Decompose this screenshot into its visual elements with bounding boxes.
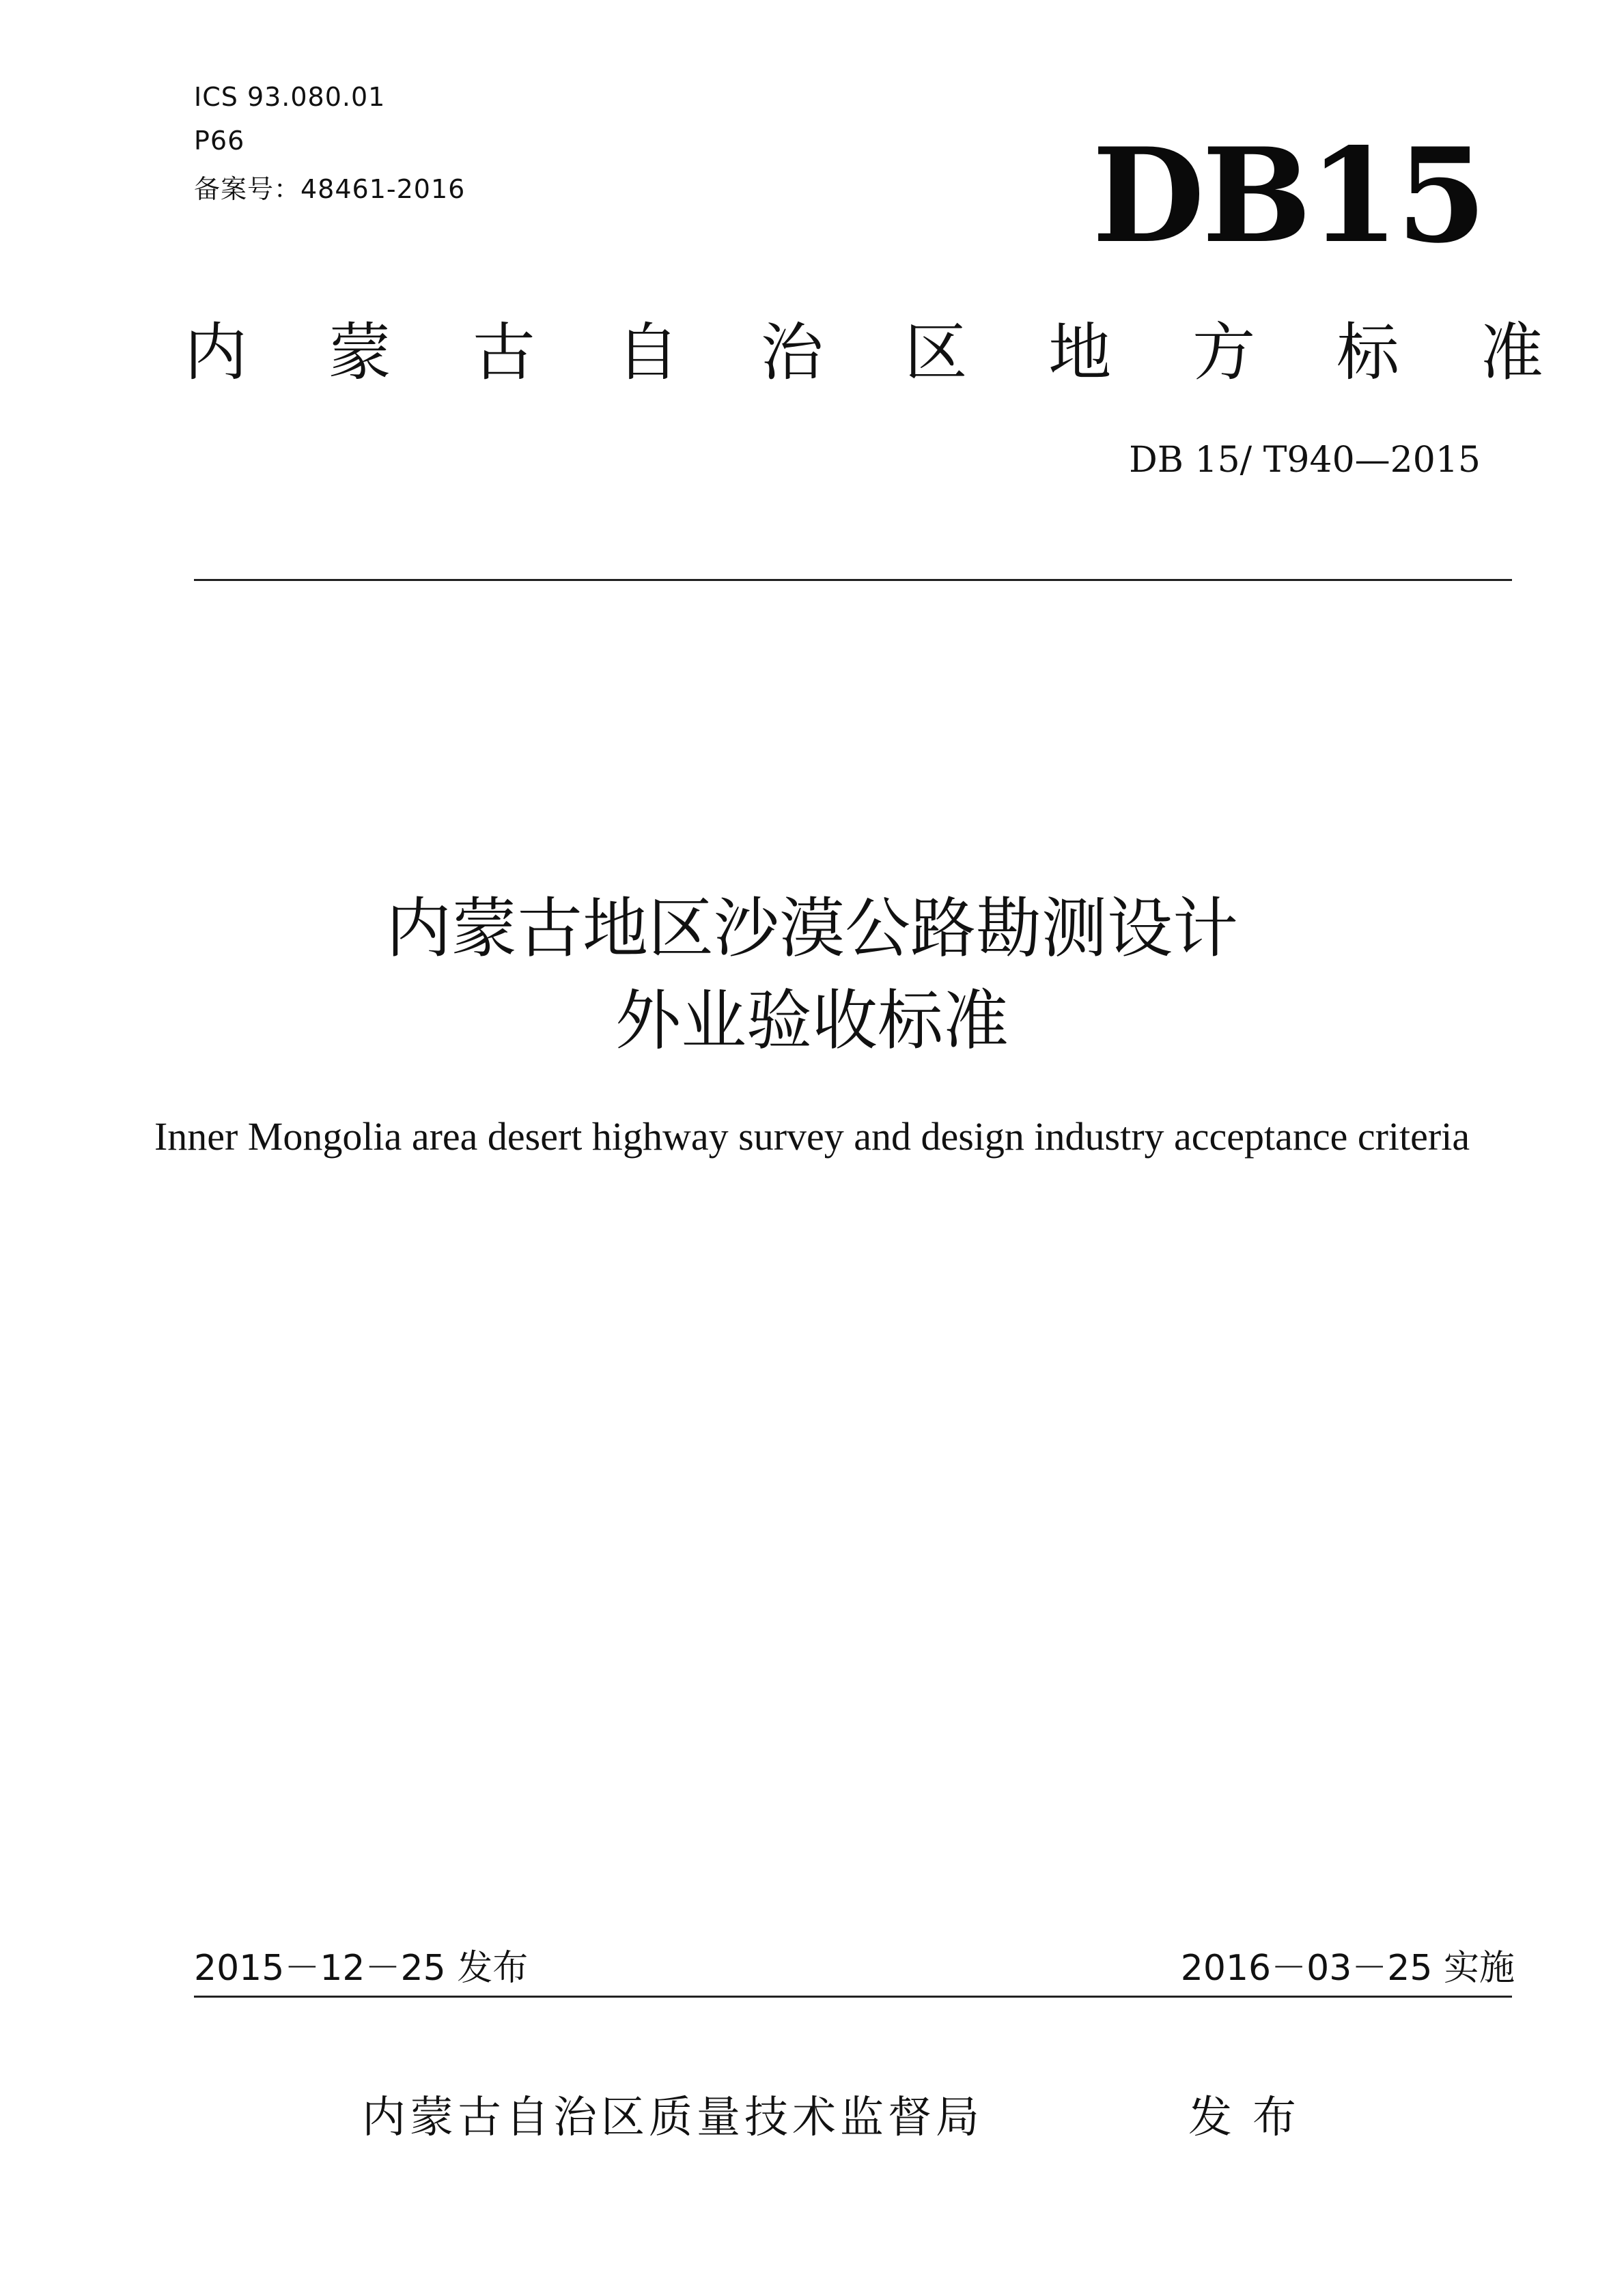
db15-logo: DB15 bbox=[1092, 119, 1484, 272]
record-number: 备案号：48461-2016 bbox=[194, 174, 466, 204]
title-chinese-line1: 内蒙古地区沙漠公路勘测设计 bbox=[386, 890, 1238, 967]
title-english: Inner Mongolia area desert highway survey and design industry acceptance criteria bbox=[154, 1114, 1470, 1159]
implementation-date: 2016－03－25 实施 bbox=[1180, 1948, 1515, 1989]
standard-type-char: 区 bbox=[904, 316, 968, 389]
standard-type-char: 蒙 bbox=[328, 316, 391, 389]
standard-type-char: 古 bbox=[472, 316, 535, 389]
classification-code: P66 bbox=[194, 126, 245, 156]
publisher-name: 内蒙古自治区质量技术监督局 bbox=[362, 2093, 983, 2143]
issue-date: 2015－12－25 发布 bbox=[194, 1948, 529, 1989]
bottom-divider bbox=[194, 1996, 1512, 1998]
standard-type-char: 准 bbox=[1480, 316, 1543, 389]
standard-type-char: 地 bbox=[1048, 316, 1112, 389]
ics-code: ICS 93.080.01 bbox=[194, 82, 386, 112]
publish-label: 发布 bbox=[1188, 2093, 1317, 2143]
standard-type-char: 方 bbox=[1192, 316, 1256, 389]
title-chinese-line2: 外业验收标准 bbox=[615, 982, 1009, 1059]
standard-type-char: 标 bbox=[1336, 316, 1400, 389]
standard-type-char: 治 bbox=[760, 316, 824, 389]
standard-type-heading bbox=[184, 315, 1543, 391]
top-divider bbox=[194, 579, 1512, 581]
standard-type-char: 内 bbox=[184, 316, 248, 389]
standard-type-char: 自 bbox=[616, 316, 680, 389]
standard-number: DB 15/ T940—2015 bbox=[1129, 440, 1481, 481]
